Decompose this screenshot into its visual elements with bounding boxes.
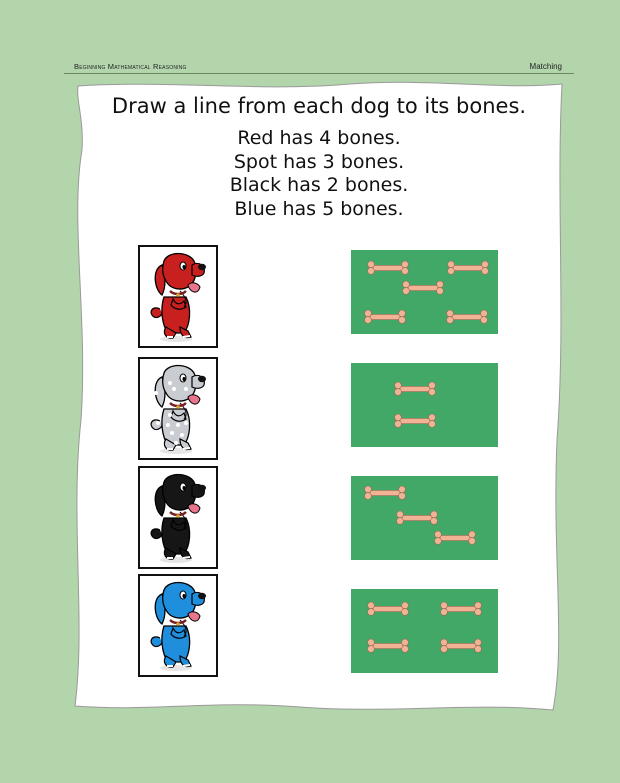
clue-red: Red has 4 bones. (237, 127, 401, 149)
bone-group-2[interactable] (351, 363, 498, 447)
worksheet-topic: Matching (529, 62, 562, 71)
bones-2 (351, 363, 498, 447)
instructions (64, 94, 574, 221)
dog-card-red[interactable] (138, 245, 218, 348)
worksheet-instruction: Draw a line from each dog to its bones. (111, 94, 527, 118)
bones-3 (351, 476, 498, 560)
clue-spot: Spot has 3 bones. (233, 150, 405, 173)
black-dog-icon (140, 468, 216, 567)
bones-5 (351, 250, 498, 334)
bone-group-3[interactable] (351, 476, 498, 560)
spotted-dog-icon (140, 359, 216, 458)
bone-group-4[interactable] (351, 589, 498, 673)
dog-card-spot[interactable] (138, 357, 218, 460)
red-dog-icon (140, 247, 216, 346)
blue-dog-icon (140, 576, 216, 675)
bones-4 (351, 589, 498, 673)
dog-card-blue[interactable] (138, 574, 218, 677)
bone-group-1[interactable] (351, 250, 498, 334)
clue-blue: Blue has 5 bones. (234, 197, 404, 220)
clue-black: Black has 2 bones. (229, 174, 409, 196)
dog-card-black[interactable] (138, 466, 218, 569)
worksheet-series-title: Beginning Mathematical Reasoning (74, 62, 187, 71)
